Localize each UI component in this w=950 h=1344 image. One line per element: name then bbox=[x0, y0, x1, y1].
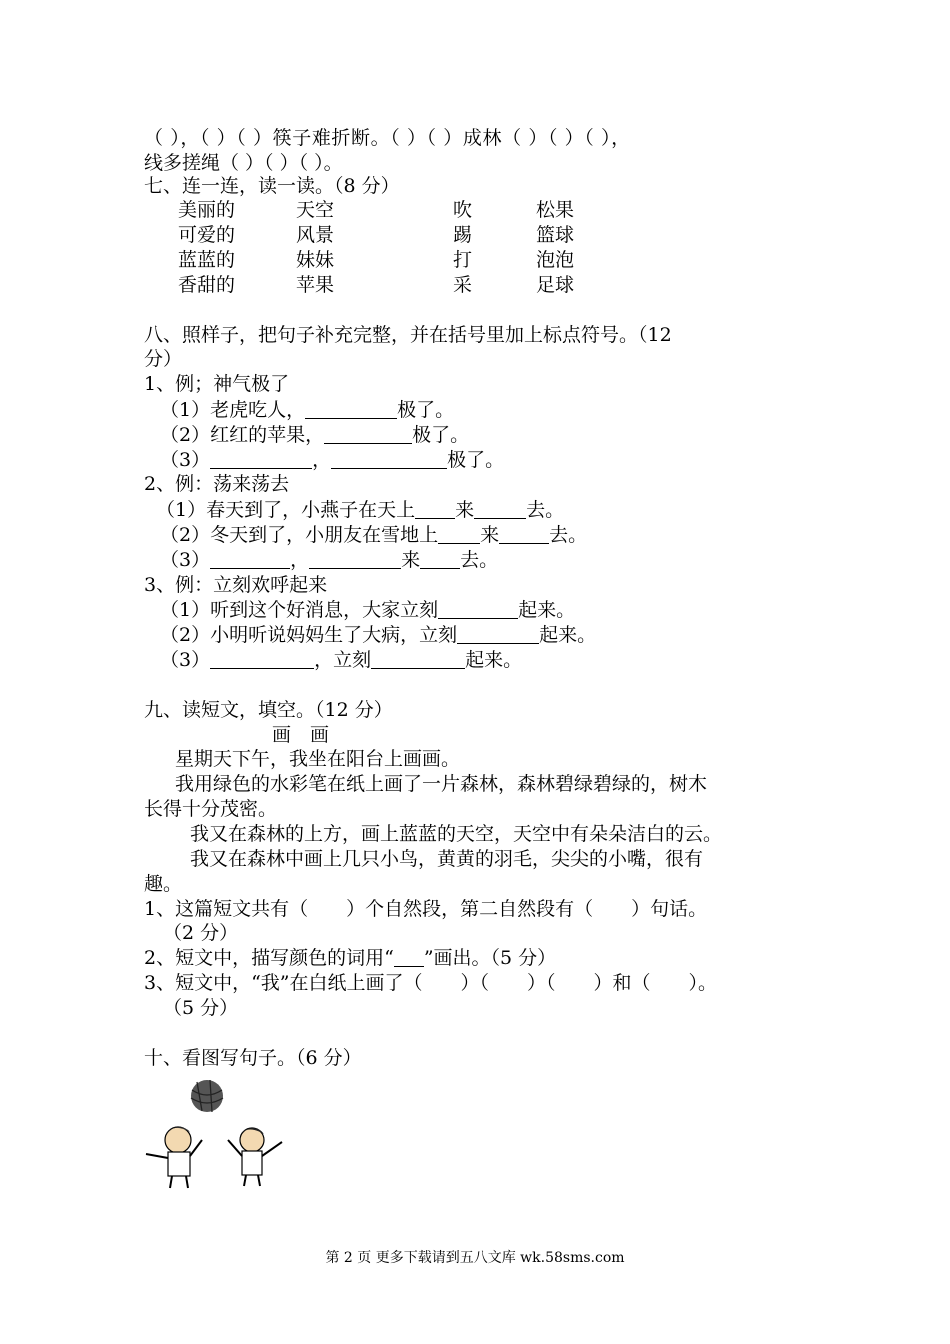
q9-question-2 bbox=[144, 946, 556, 971]
q8-text: 极了。 bbox=[397, 399, 455, 421]
answer-blank[interactable] bbox=[210, 449, 312, 469]
q8-text: 去。 bbox=[460, 549, 499, 571]
story-paragraph-2: 我用绿色的水彩笔在纸上画了一片森林，森林碧绿碧绿的，树木 bbox=[175, 773, 708, 795]
q7-cell: 美丽的 bbox=[178, 199, 236, 221]
q7-cell: 泡泡 bbox=[536, 249, 575, 271]
q7-cell: 妹妹 bbox=[296, 249, 335, 271]
q8-3-2 bbox=[160, 623, 596, 648]
q9-title: 九、读短文，填空。（12 分） bbox=[144, 699, 393, 721]
q8-text: ，立刻 bbox=[314, 649, 372, 671]
q7-cell: 采 bbox=[453, 274, 473, 296]
q7-cell: 松果 bbox=[536, 199, 575, 221]
q8-example-2: 2、例：荡来荡去 bbox=[144, 473, 290, 495]
q8-text: 起来。 bbox=[465, 649, 523, 671]
underline-sample bbox=[394, 947, 424, 967]
answer-blank[interactable] bbox=[420, 549, 460, 569]
answer-blank[interactable] bbox=[499, 524, 549, 544]
story-paragraph-4-cont: 趣。 bbox=[144, 873, 183, 895]
q8-text: （1）老虎吃人， bbox=[160, 399, 306, 421]
blank-line-2: 线多搓绳（ ）（ ）（ ）。 bbox=[144, 152, 343, 174]
answer-blank[interactable] bbox=[309, 549, 401, 569]
q8-text: 起来。 bbox=[539, 624, 597, 646]
q8-example-3: 3、例：立刻欢呼起来 bbox=[144, 574, 328, 596]
story-paragraph-4: 我又在森林中画上几只小鸟，黄黄的羽毛，尖尖的小嘴，很有 bbox=[190, 848, 704, 870]
answer-blank[interactable] bbox=[305, 399, 397, 419]
q8-text: ， bbox=[312, 449, 332, 471]
blank-line-1: （ ），（ ）（ ）筷子难折断。（ ）（ ）成林（ ）（ ）（ ）， bbox=[144, 127, 631, 149]
q8-text: （2）小明听说妈妈生了大病，立刻 bbox=[160, 624, 458, 646]
q8-title: 八、照样子，把句子补充完整，并在括号里加上标点符号。（12 bbox=[144, 324, 672, 346]
q7-cell: 可爱的 bbox=[178, 224, 236, 246]
story-paragraph-3: 我又在森林的上方，画上蓝蓝的天空，天空中有朵朵洁白的云。 bbox=[190, 823, 723, 845]
q9-question-1: 1、这篇短文共有（ ）个自然段，第二自然段有（ ）句话。 bbox=[144, 898, 708, 920]
q7-cell: 天空 bbox=[296, 199, 335, 221]
story-paragraph-2-cont: 长得十分茂密。 bbox=[144, 798, 278, 820]
page-footer: 第 2 页 更多下载请到五八文库 wk.58sms.com bbox=[325, 1250, 625, 1266]
q8-text: 来 bbox=[401, 549, 421, 571]
q7-cell: 踢 bbox=[453, 224, 473, 246]
q7-cell: 苹果 bbox=[296, 274, 335, 296]
q8-2-1 bbox=[156, 498, 564, 523]
q8-text: 去。 bbox=[549, 524, 588, 546]
q8-1-2 bbox=[160, 423, 469, 448]
q8-text: 来 bbox=[480, 524, 500, 546]
answer-blank[interactable] bbox=[457, 624, 539, 644]
q8-text: 来 bbox=[455, 499, 475, 521]
q9-question-1-score: （2 分） bbox=[163, 922, 239, 944]
q8-text: （2）红红的苹果， bbox=[160, 424, 325, 446]
q8-3-3 bbox=[160, 648, 522, 673]
q8-text: （1）听到这个好消息，大家立刻 bbox=[160, 599, 439, 621]
answer-blank[interactable] bbox=[331, 449, 447, 469]
q10-title: 十、看图写句子。（6 分） bbox=[144, 1047, 362, 1069]
q8-2-2 bbox=[160, 523, 587, 548]
q8-text: 去。 bbox=[526, 499, 565, 521]
story-paragraph-1: 星期天下午，我坐在阳台上画画。 bbox=[175, 748, 461, 770]
q7-cell: 香甜的 bbox=[178, 274, 236, 296]
q8-text: （2）冬天到了，小朋友在雪地上 bbox=[160, 524, 439, 546]
q8-text: 极了。 bbox=[447, 449, 505, 471]
q8-example-1: 1、例；神气极了 bbox=[144, 373, 290, 395]
answer-blank[interactable] bbox=[438, 599, 518, 619]
q8-text: （1）春天到了，小燕子在天上 bbox=[156, 499, 416, 521]
q8-2-3 bbox=[160, 548, 498, 573]
q8-1-3 bbox=[160, 448, 504, 473]
q7-cell: 吹 bbox=[453, 199, 473, 221]
q7-cell: 风景 bbox=[296, 224, 335, 246]
answer-blank[interactable] bbox=[324, 424, 412, 444]
q8-text: 起来。 bbox=[518, 599, 576, 621]
q8-text: 极了。 bbox=[412, 424, 470, 446]
q8-text: （3） bbox=[160, 549, 211, 571]
q7-cell: 蓝蓝的 bbox=[178, 249, 236, 271]
q8-1-1 bbox=[160, 398, 454, 423]
answer-blank[interactable] bbox=[371, 649, 465, 669]
q7-title: 七、连一连，读一读。（8 分） bbox=[144, 175, 400, 197]
q9-question-3: 3、短文中，“我”在白纸上画了（ ）（ ）（ ）和（ ）。 bbox=[144, 972, 718, 994]
q8-3-1 bbox=[160, 598, 575, 623]
q8-text: ， bbox=[290, 549, 310, 571]
answer-blank[interactable] bbox=[210, 549, 290, 569]
answer-blank[interactable] bbox=[438, 524, 480, 544]
q8-text: （3） bbox=[160, 649, 211, 671]
q8-title-cont: 分） bbox=[144, 348, 183, 370]
story-title: 画 画 bbox=[272, 724, 330, 746]
q8-text: （3） bbox=[160, 449, 211, 471]
q9-text: ”画出。（5 分） bbox=[423, 947, 557, 969]
answer-blank[interactable] bbox=[474, 499, 526, 519]
q9-text: 2、短文中，描写颜色的词用“ bbox=[144, 947, 394, 969]
q7-cell: 篮球 bbox=[536, 224, 575, 246]
q7-cell: 足球 bbox=[536, 274, 575, 296]
children-playing-ball-icon bbox=[142, 1078, 292, 1195]
q7-cell: 打 bbox=[453, 249, 473, 271]
answer-blank[interactable] bbox=[210, 649, 314, 669]
answer-blank[interactable] bbox=[415, 499, 455, 519]
q9-question-3-score: （5 分） bbox=[163, 997, 239, 1019]
